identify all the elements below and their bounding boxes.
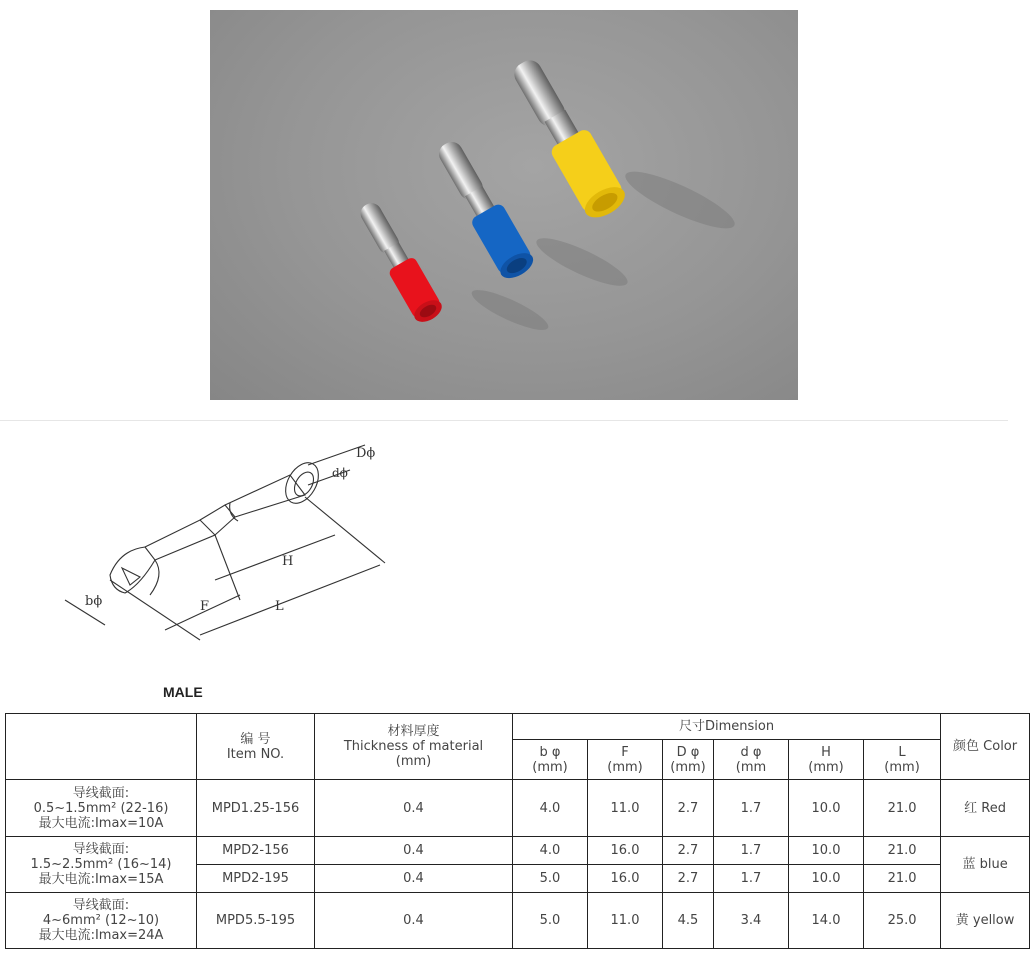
H-cell: 10.0	[789, 865, 864, 893]
terminals-illustration	[210, 10, 798, 400]
dimension-diagram	[50, 435, 390, 665]
thickness-cell: 0.4	[315, 865, 513, 893]
bullet-tip-outline	[110, 547, 155, 593]
header-dim-H: H (mm)	[789, 740, 864, 780]
L-cell: 25.0	[864, 893, 941, 949]
d-cell: 3.4	[714, 893, 789, 949]
d-cell: 1.7	[714, 837, 789, 865]
thickness-cell: 0.4	[315, 837, 513, 865]
color-cell: 蓝 blue	[941, 837, 1030, 893]
D-cell: 2.7	[663, 865, 714, 893]
blue-terminal	[431, 135, 538, 284]
color-cell: 红 Red	[941, 780, 1030, 837]
F-cell: 11.0	[588, 780, 663, 837]
table-row	[6, 893, 1030, 949]
label-F: F	[200, 599, 210, 614]
header-dim-D: D φ (mm)	[663, 740, 714, 780]
b-cell: 5.0	[513, 865, 588, 893]
item-cell: MPD2-195	[197, 865, 315, 893]
L-cell: 21.0	[864, 865, 941, 893]
table-row	[6, 837, 1030, 865]
d-cell: 1.7	[714, 780, 789, 837]
product-photo	[210, 10, 798, 400]
header-dim-L: L (mm)	[864, 740, 941, 780]
D-cell: 4.5	[663, 893, 714, 949]
item-cell: MPD2-156	[197, 837, 315, 865]
D-cell: 2.7	[663, 837, 714, 865]
color-cell: 黄 yellow	[941, 893, 1030, 949]
F-cell: 16.0	[588, 865, 663, 893]
label-L: L	[275, 599, 284, 614]
label-b: bϕ	[85, 594, 103, 609]
b-cell: 5.0	[513, 893, 588, 949]
header-item: 编 号 Item NO.	[197, 714, 315, 780]
separator-line	[0, 420, 1008, 421]
spec-cell: 导线截面: 1.5~2.5mm² (16~14) 最大电流:Imax=15A	[6, 837, 197, 893]
header-thickness: 材料厚度 Thickness of material (mm)	[315, 714, 513, 780]
spec-cell: 导线截面: 4~6mm² (12~10) 最大电流:Imax=24A	[6, 893, 197, 949]
F-cell: 11.0	[588, 893, 663, 949]
L-cell: 21.0	[864, 780, 941, 837]
thickness-cell: 0.4	[315, 893, 513, 949]
spec-cell: 导线截面: 0.5~1.5mm² (22-16) 最大电流:Imax=10A	[6, 780, 197, 837]
header-dim-d: d φ (mm	[714, 740, 789, 780]
table-row	[6, 780, 1030, 837]
L-cell: 21.0	[864, 837, 941, 865]
header-color: 颜色 Color	[941, 714, 1030, 780]
yellow-terminal	[505, 51, 630, 224]
header-spec-cell	[6, 714, 197, 780]
b-cell: 4.0	[513, 780, 588, 837]
spec-table	[5, 713, 1030, 949]
H-cell: 14.0	[789, 893, 864, 949]
header-dim-b: b φ (mm)	[513, 740, 588, 780]
label-H: H	[282, 554, 294, 569]
label-d: dϕ	[332, 466, 348, 480]
red-terminal	[354, 197, 446, 326]
label-D: Dϕ	[356, 446, 376, 461]
thickness-cell: 0.4	[315, 780, 513, 837]
item-cell: MPD1.25-156	[197, 780, 315, 837]
b-cell: 4.0	[513, 837, 588, 865]
F-cell: 16.0	[588, 837, 663, 865]
header-dim-F: F (mm)	[588, 740, 663, 780]
d-cell: 1.7	[714, 865, 789, 893]
header-dimension: 尺寸Dimension	[513, 714, 941, 740]
H-cell: 10.0	[789, 780, 864, 837]
H-cell: 10.0	[789, 837, 864, 865]
diagram-caption: MALE	[163, 684, 203, 700]
item-cell: MPD5.5-195	[197, 893, 315, 949]
D-cell: 2.7	[663, 780, 714, 837]
